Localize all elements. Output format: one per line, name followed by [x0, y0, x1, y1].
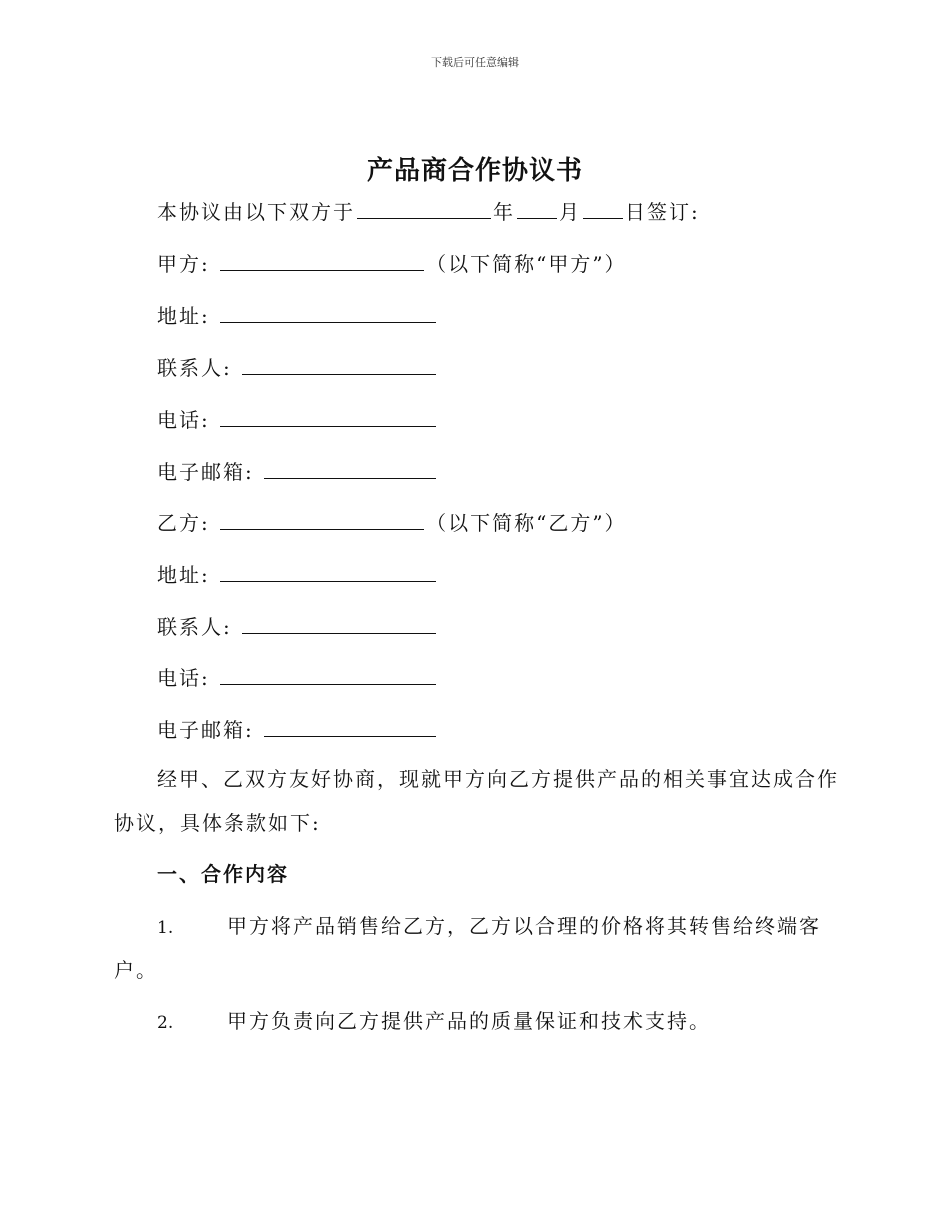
header-note: 下载后可任意编辑	[431, 56, 519, 69]
party-b-phone-line	[157, 662, 438, 692]
clause-2-number: 2.	[157, 1013, 174, 1033]
party-a-email-field[interactable]	[264, 456, 436, 479]
intro-line	[157, 196, 700, 226]
clause-2-text: 甲方负责向乙方提供产品的质量保证和技术支持。	[227, 1009, 711, 1033]
party-b-alias: （以下简称“乙方”）	[426, 511, 627, 535]
party-a-email-line	[157, 456, 438, 486]
preamble-line-2: 协议，具体条款如下:	[114, 811, 321, 835]
party-b-contact-line	[157, 611, 438, 641]
party-a-contact-line	[157, 352, 438, 382]
clause-1-text: 甲方将产品销售给乙方，乙方以合理的价格将其转售给终端客	[227, 914, 821, 938]
clause-1-line-2: 户。	[114, 958, 158, 982]
day-blank[interactable]	[583, 196, 623, 219]
month-label: 月	[559, 200, 581, 224]
party-b-line	[157, 507, 627, 537]
party-b-address-label: 地址:	[157, 563, 210, 587]
party-a-address-label: 地址:	[157, 304, 210, 328]
party-b-email-line	[157, 714, 438, 744]
party-b-address-field[interactable]	[220, 559, 436, 582]
party-a-label: 甲方:	[157, 252, 210, 276]
party-b-phone-field[interactable]	[220, 662, 436, 685]
party-a-phone-field[interactable]	[220, 404, 436, 427]
date-blank[interactable]	[357, 196, 491, 219]
party-a-alias: （以下简称“甲方”）	[426, 252, 627, 276]
clause-1-line-1	[157, 912, 821, 942]
party-b-contact-label: 联系人:	[157, 615, 232, 639]
party-a-phone-label: 电话:	[157, 408, 210, 432]
party-a-address-field[interactable]	[220, 300, 436, 323]
intro-prefix: 本协议由以下双方于	[157, 200, 355, 224]
party-b-email-label: 电子邮箱:	[157, 718, 254, 742]
party-a-contact-field[interactable]	[242, 352, 436, 375]
preamble-line-1: 经甲、乙双方友好协商，现就甲方向乙方提供产品的相关事宜达成合作	[157, 767, 839, 791]
year-label: 年	[493, 200, 515, 224]
party-b-label: 乙方:	[157, 511, 210, 535]
month-blank[interactable]	[517, 196, 557, 219]
party-a-contact-label: 联系人:	[157, 356, 232, 380]
document-title: 产品商合作协议书	[366, 156, 583, 186]
party-b-address-line	[157, 559, 438, 589]
day-label: 日签订:	[625, 200, 700, 224]
party-a-line	[157, 248, 627, 278]
clause-1-number: 1.	[157, 918, 174, 938]
section-1-heading: 一、合作内容	[157, 862, 289, 886]
clause-2-line-1	[157, 1007, 711, 1037]
party-a-address-line	[157, 300, 438, 330]
party-b-name-field[interactable]	[220, 507, 424, 530]
party-a-phone-line	[157, 404, 438, 434]
party-b-email-field[interactable]	[264, 714, 436, 737]
party-a-name-field[interactable]	[220, 248, 424, 271]
party-a-email-label: 电子邮箱:	[157, 460, 254, 484]
party-b-phone-label: 电话:	[157, 666, 210, 690]
party-b-contact-field[interactable]	[242, 611, 436, 634]
